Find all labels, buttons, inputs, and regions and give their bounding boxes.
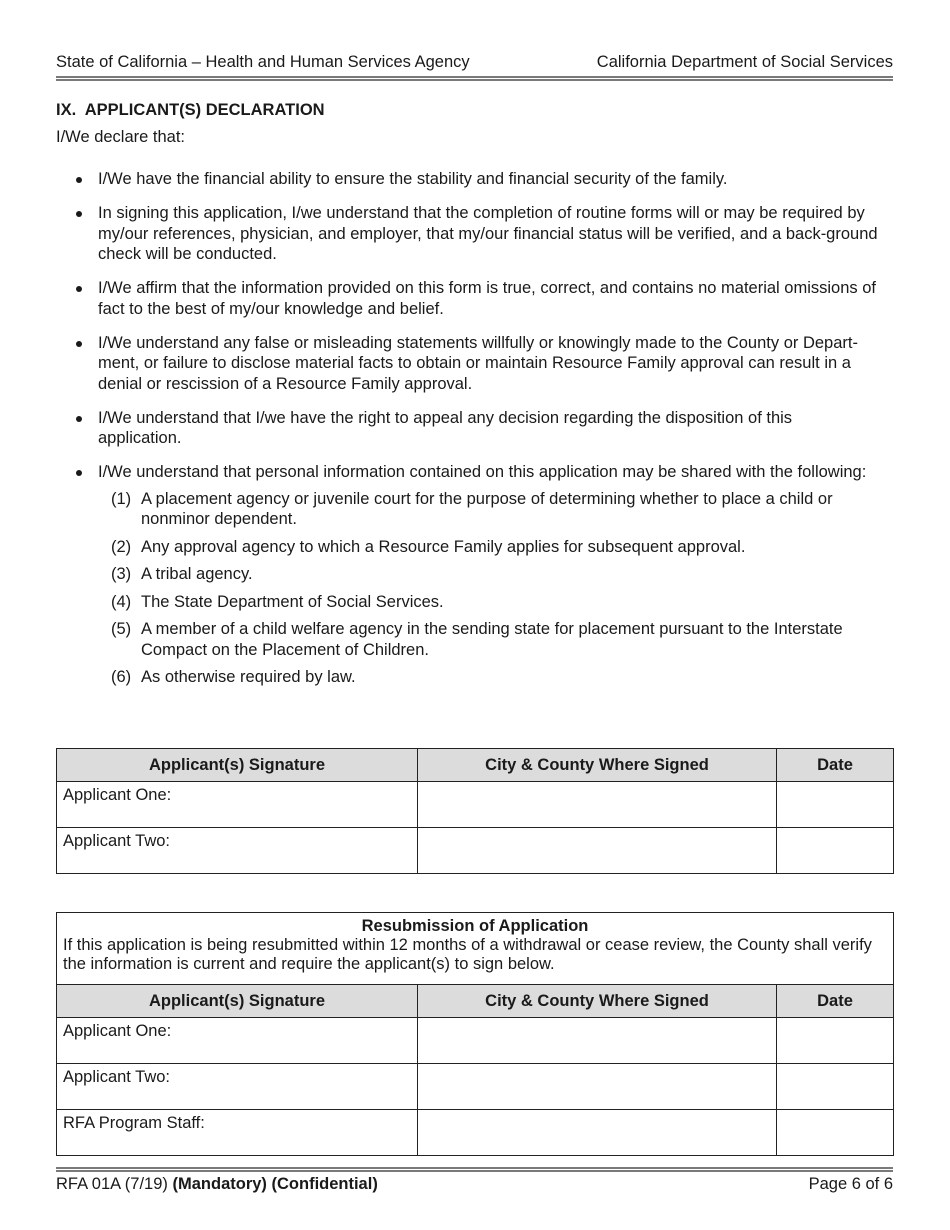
bullet-icon [76, 341, 82, 347]
footer-page-number: Page 6 of 6 [808, 1175, 893, 1193]
city-county-field-applicant-one[interactable] [418, 782, 777, 828]
shared-with-item: (5) A member of a child welfare agency in the sending state for placement pursuant to the Interstate Compact on the Placement of Children. [111, 620, 843, 659]
resubmission-description: If this application is being resubmitted within 12 months of a withdrawal or cease review, the County shall verify the information is current and require the applicant(s) to sign below. [63, 936, 872, 973]
shared-with-item: (3) A tribal agency. [111, 565, 253, 583]
resub-city-county-field-applicant-one[interactable] [418, 1018, 777, 1064]
section-title: IX. APPLICANT(S) DECLARATION [56, 101, 325, 119]
page-footer [56, 1175, 893, 1194]
table-row [57, 828, 894, 874]
resub-signature-field-applicant-one[interactable]: Applicant One: [57, 1018, 418, 1064]
resub-city-county-field-rfa-staff[interactable] [418, 1110, 777, 1156]
resub-city-county-field-applicant-two[interactable] [418, 1064, 777, 1110]
shared-with-item: (2) Any approval agency to which a Resource Family applies for subsequent approval. [111, 537, 746, 556]
declaration-item: In signing this application, I/we understand that the completion of routine forms will or may be required by my/our references, physician, and employer, that my/our financial status will be verified, and a back-ground check will be conducted. [56, 203, 893, 265]
table-row [57, 1110, 894, 1156]
resub-date-field-applicant-two[interactable] [777, 1064, 894, 1110]
signature-field-applicant-one[interactable]: Applicant One: [57, 782, 418, 828]
shared-with-item: (4) The State Department of Social Services. [111, 592, 444, 611]
resub-signature-field-rfa-staff[interactable]: RFA Program Staff: [57, 1110, 418, 1156]
table-header-row [57, 985, 894, 1018]
table-row [57, 1064, 894, 1110]
table-row [57, 782, 894, 828]
date-field-applicant-one[interactable] [777, 782, 894, 828]
signature-field-applicant-two[interactable]: Applicant Two: [57, 828, 418, 874]
column-header-date: Date [777, 749, 894, 782]
resubmission-header [57, 913, 894, 985]
column-header-city-county: City & County Where Signed [418, 985, 777, 1018]
resub-date-field-rfa-staff[interactable] [777, 1110, 894, 1156]
bullet-icon [76, 177, 82, 183]
footer-rule [56, 1167, 893, 1172]
declaration-item: I/We understand any false or misleading statements willfully or knowingly made to the County or Depart-ment, or failure to disclose material facts to obtain or maintain Resource Family approval can result in a denial or rescission of a Resource Family approval. [56, 333, 893, 395]
section-intro: I/We declare that: [56, 128, 186, 146]
date-field-applicant-two[interactable] [777, 828, 894, 874]
resubmission-table [56, 912, 894, 1156]
table-row [57, 1018, 894, 1064]
bullet-icon [76, 416, 82, 422]
table-header-row [57, 749, 894, 782]
bullet-icon [76, 470, 82, 476]
footer-flags: (Mandatory) (Confidential) [172, 1175, 378, 1193]
declaration-item: I/We affirm that the information provided on this form is true, correct, and contains no material omissions of fact to the best of my/our knowledge and belief. [56, 278, 893, 319]
declaration-list [56, 169, 893, 701]
footer-form-id: RFA 01A (7/19) [56, 1175, 168, 1193]
city-county-field-applicant-two[interactable] [418, 828, 777, 874]
page-header [56, 52, 893, 72]
column-header-city-county: City & County Where Signed [418, 749, 777, 782]
bullet-icon [76, 211, 82, 217]
column-header-signature: Applicant(s) Signature [57, 749, 418, 782]
resub-signature-field-applicant-two[interactable]: Applicant Two: [57, 1064, 418, 1110]
bullet-icon [76, 286, 82, 292]
resub-date-field-applicant-one[interactable] [777, 1018, 894, 1064]
column-header-date: Date [777, 985, 894, 1018]
resubmission-header-row [57, 913, 894, 985]
column-header-signature: Applicant(s) Signature [57, 985, 418, 1018]
header-department: California Department of Social Services [596, 53, 893, 71]
declaration-item: I/We understand that I/we have the right to appeal any decision regarding the disposition of this application. [56, 408, 893, 449]
header-rule [56, 76, 893, 81]
footer-form-info [56, 1175, 378, 1194]
header-agency: State of California – Health and Human Services Agency [56, 53, 470, 71]
resubmission-title: Resubmission of Application [361, 917, 589, 935]
declaration-item: I/We understand that personal information contained on this application may be shared with the following: (1) A placement agency or juvenile court for the purpose of determining whether to place a child or nonminor dependent. (2) Any approval agency to which a Resource Family applies for subsequent approval. (3) A tribal agency. (4) The State Department of Social Services. (5) A member of a child welfare agency in the sending state for placement pursuant to the Interstate Compact on the Placement of Children. (6) As otherwise required by law. [56, 462, 893, 688]
declaration-item: I/We have the financial ability to ensure the stability and financial security of the family. [56, 169, 893, 190]
shared-with-list [98, 489, 893, 688]
shared-with-item: (1) A placement agency or juvenile court for the purpose of determining whether to place a child or nonminor dependent. [111, 489, 833, 528]
signature-table [56, 748, 894, 874]
shared-with-item: (6) As otherwise required by law. [111, 668, 356, 686]
